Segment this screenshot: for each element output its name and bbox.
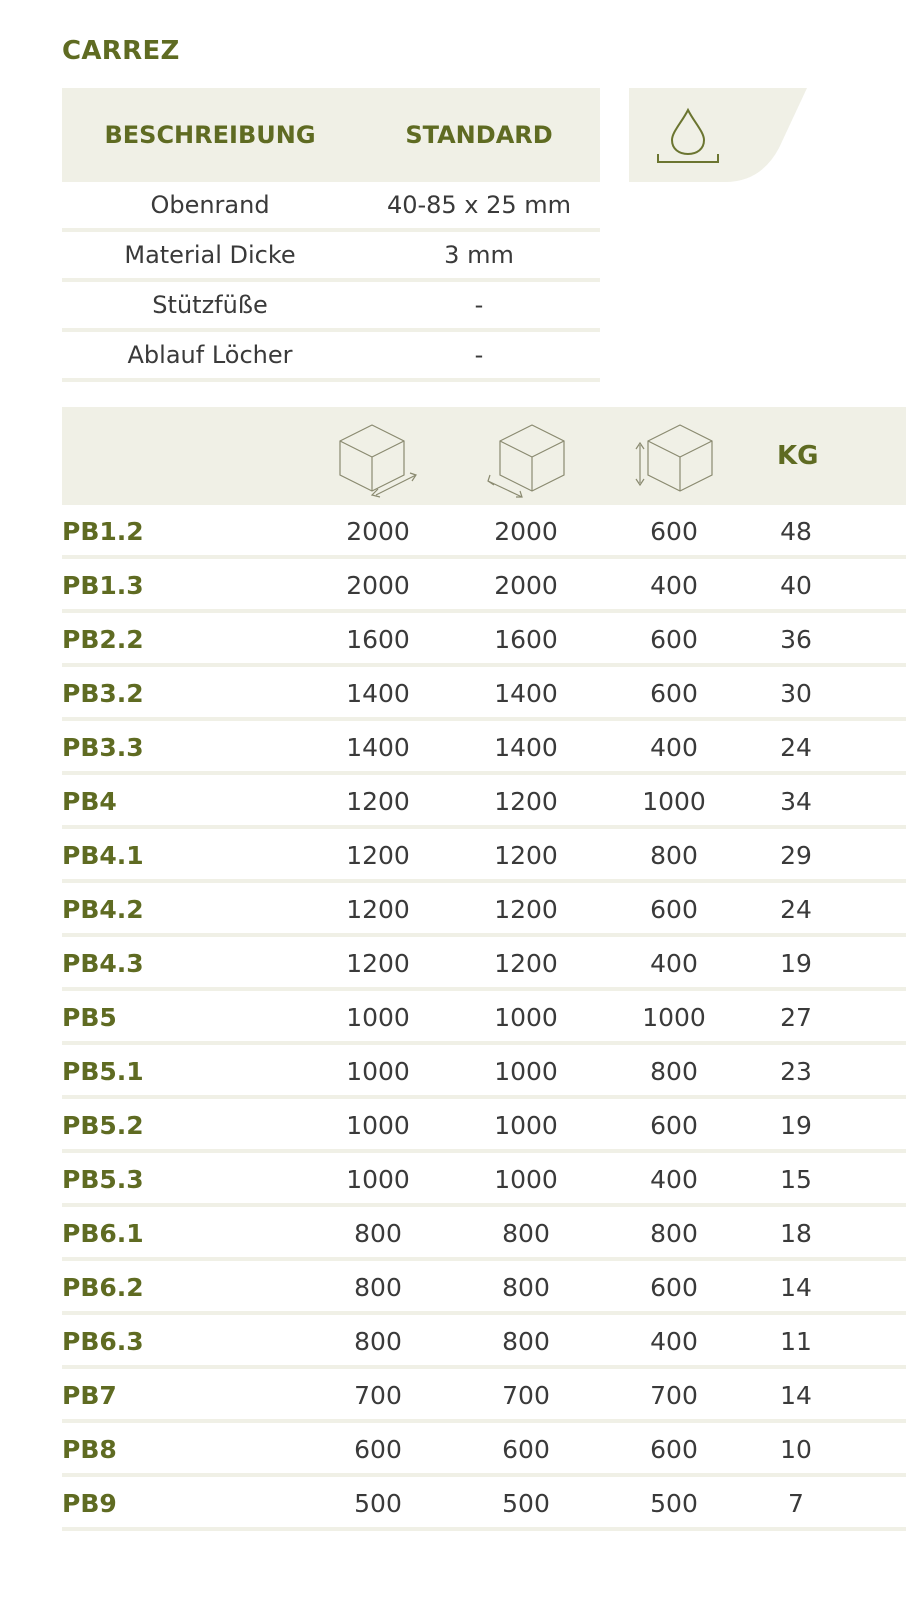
product-name: PB5.3	[62, 1165, 144, 1194]
weight-cell: 36	[780, 625, 812, 654]
length-cell: 1000	[346, 1003, 410, 1032]
weight-cell: 24	[780, 895, 812, 924]
product-name: PB1.3	[62, 571, 144, 600]
width-cell: 1200	[494, 949, 558, 978]
width-cell: 1000	[494, 1111, 558, 1140]
width-cell: 1000	[494, 1165, 558, 1194]
width-cell: 800	[502, 1219, 550, 1248]
product-name: PB8	[62, 1435, 117, 1464]
product-name: PB5.2	[62, 1111, 144, 1140]
spec-row	[62, 232, 600, 282]
height-cell: 600	[650, 1273, 698, 1302]
length-cell: 1600	[346, 625, 410, 654]
weight-cell: 27	[780, 1003, 812, 1032]
product-name: PB5	[62, 1003, 117, 1032]
weight-cell: 23	[780, 1057, 812, 1086]
height-cell: 600	[650, 1435, 698, 1464]
box-height-icon	[632, 415, 722, 499]
spec-value: -	[474, 341, 484, 369]
product-name: PB4.2	[62, 895, 144, 924]
table-row	[62, 613, 906, 667]
weight-cell: 7	[788, 1489, 804, 1518]
height-cell: 600	[650, 1111, 698, 1140]
table-row	[62, 1423, 906, 1477]
length-cell: 800	[354, 1273, 402, 1302]
height-cell: 1000	[642, 1003, 706, 1032]
product-name: PB2.2	[62, 625, 144, 654]
table-row	[62, 721, 906, 775]
product-name: PB4.1	[62, 841, 144, 870]
table-row	[62, 1261, 906, 1315]
length-cell: 1200	[346, 841, 410, 870]
length-cell: 1400	[346, 733, 410, 762]
col-description: BESCHREIBUNG	[104, 121, 316, 149]
drainage-tab[interactable]	[629, 88, 807, 182]
weight-cell: 14	[780, 1273, 812, 1302]
height-cell: 400	[650, 733, 698, 762]
width-cell: 1400	[494, 733, 558, 762]
weight-cell: 14	[780, 1381, 812, 1410]
length-cell: 1200	[346, 787, 410, 816]
height-cell: 500	[650, 1489, 698, 1518]
col-kg: KG	[777, 441, 819, 471]
product-name: PB6.3	[62, 1327, 144, 1356]
weight-cell: 18	[780, 1219, 812, 1248]
length-cell: 1200	[346, 895, 410, 924]
spec-label: Ablauf Löcher	[127, 341, 293, 369]
product-name: PB6.1	[62, 1219, 144, 1248]
col-standard: STANDARD	[405, 121, 553, 149]
spec-row	[62, 282, 600, 332]
product-name: PB5.1	[62, 1057, 144, 1086]
product-name: PB9	[62, 1489, 117, 1518]
table-row	[62, 1315, 906, 1369]
height-cell: 800	[650, 1057, 698, 1086]
water-drop-icon	[656, 104, 720, 164]
box-length-icon	[332, 415, 422, 499]
page-title: CARREZ	[62, 36, 180, 66]
height-cell: 600	[650, 517, 698, 546]
product-name: PB6.2	[62, 1273, 144, 1302]
weight-cell: 19	[780, 1111, 812, 1140]
table-row	[62, 937, 906, 991]
length-cell: 2000	[346, 517, 410, 546]
product-name: PB3.2	[62, 679, 144, 708]
length-cell: 600	[354, 1435, 402, 1464]
spec-label: Obenrand	[150, 191, 270, 219]
spec-value: 3 mm	[444, 241, 514, 269]
height-cell: 1000	[642, 787, 706, 816]
width-cell: 700	[502, 1381, 550, 1410]
spec-row	[62, 332, 600, 382]
width-cell: 800	[502, 1273, 550, 1302]
height-cell: 400	[650, 571, 698, 600]
weight-cell: 15	[780, 1165, 812, 1194]
table-row	[62, 1477, 906, 1531]
height-cell: 800	[650, 841, 698, 870]
width-cell: 1200	[494, 841, 558, 870]
table-row	[62, 1369, 906, 1423]
length-cell: 800	[354, 1327, 402, 1356]
weight-cell: 40	[780, 571, 812, 600]
weight-cell: 34	[780, 787, 812, 816]
weight-cell: 10	[780, 1435, 812, 1464]
table-row	[62, 1045, 906, 1099]
length-cell: 700	[354, 1381, 402, 1410]
table-row	[62, 667, 906, 721]
length-cell: 500	[354, 1489, 402, 1518]
table-row	[62, 775, 906, 829]
length-cell: 2000	[346, 571, 410, 600]
length-cell: 1200	[346, 949, 410, 978]
height-cell: 600	[650, 679, 698, 708]
weight-cell: 19	[780, 949, 812, 978]
height-cell: 700	[650, 1381, 698, 1410]
product-name: PB1.2	[62, 517, 144, 546]
width-cell: 1200	[494, 895, 558, 924]
table-row	[62, 559, 906, 613]
length-cell: 1000	[346, 1165, 410, 1194]
length-cell: 1000	[346, 1057, 410, 1086]
table-row	[62, 883, 906, 937]
width-cell: 1400	[494, 679, 558, 708]
weight-cell: 24	[780, 733, 812, 762]
weight-cell: 29	[780, 841, 812, 870]
spec-value: -	[474, 291, 484, 319]
width-cell: 1200	[494, 787, 558, 816]
weight-cell: 30	[780, 679, 812, 708]
height-cell: 400	[650, 1165, 698, 1194]
height-cell: 800	[650, 1219, 698, 1248]
height-cell: 400	[650, 949, 698, 978]
weight-cell: 11	[780, 1327, 812, 1356]
table-row	[62, 1207, 906, 1261]
product-table-body	[62, 505, 906, 1531]
table-row	[62, 991, 906, 1045]
table-row	[62, 829, 906, 883]
length-cell: 1400	[346, 679, 410, 708]
length-cell: 800	[354, 1219, 402, 1248]
table-row	[62, 505, 906, 559]
weight-cell: 48	[780, 517, 812, 546]
product-name: PB4	[62, 787, 117, 816]
spec-table-header	[62, 88, 600, 182]
width-cell: 2000	[494, 571, 558, 600]
width-cell: 1000	[494, 1003, 558, 1032]
height-cell: 600	[650, 895, 698, 924]
width-cell: 1000	[494, 1057, 558, 1086]
width-cell: 600	[502, 1435, 550, 1464]
length-cell: 1000	[346, 1111, 410, 1140]
width-cell: 2000	[494, 517, 558, 546]
product-name: PB4.3	[62, 949, 144, 978]
spec-row	[62, 182, 600, 232]
product-table-header	[62, 407, 906, 505]
product-name: PB3.3	[62, 733, 144, 762]
table-row	[62, 1099, 906, 1153]
product-name: PB7	[62, 1381, 117, 1410]
table-row	[62, 1153, 906, 1207]
width-cell: 1600	[494, 625, 558, 654]
width-cell: 500	[502, 1489, 550, 1518]
spec-value: 40-85 x 25 mm	[386, 191, 572, 219]
spec-label: Stützfüße	[152, 291, 268, 319]
width-cell: 800	[502, 1327, 550, 1356]
spec-label: Material Dicke	[124, 241, 296, 269]
height-cell: 400	[650, 1327, 698, 1356]
spec-table	[62, 88, 600, 382]
box-width-icon	[484, 415, 574, 499]
height-cell: 600	[650, 625, 698, 654]
